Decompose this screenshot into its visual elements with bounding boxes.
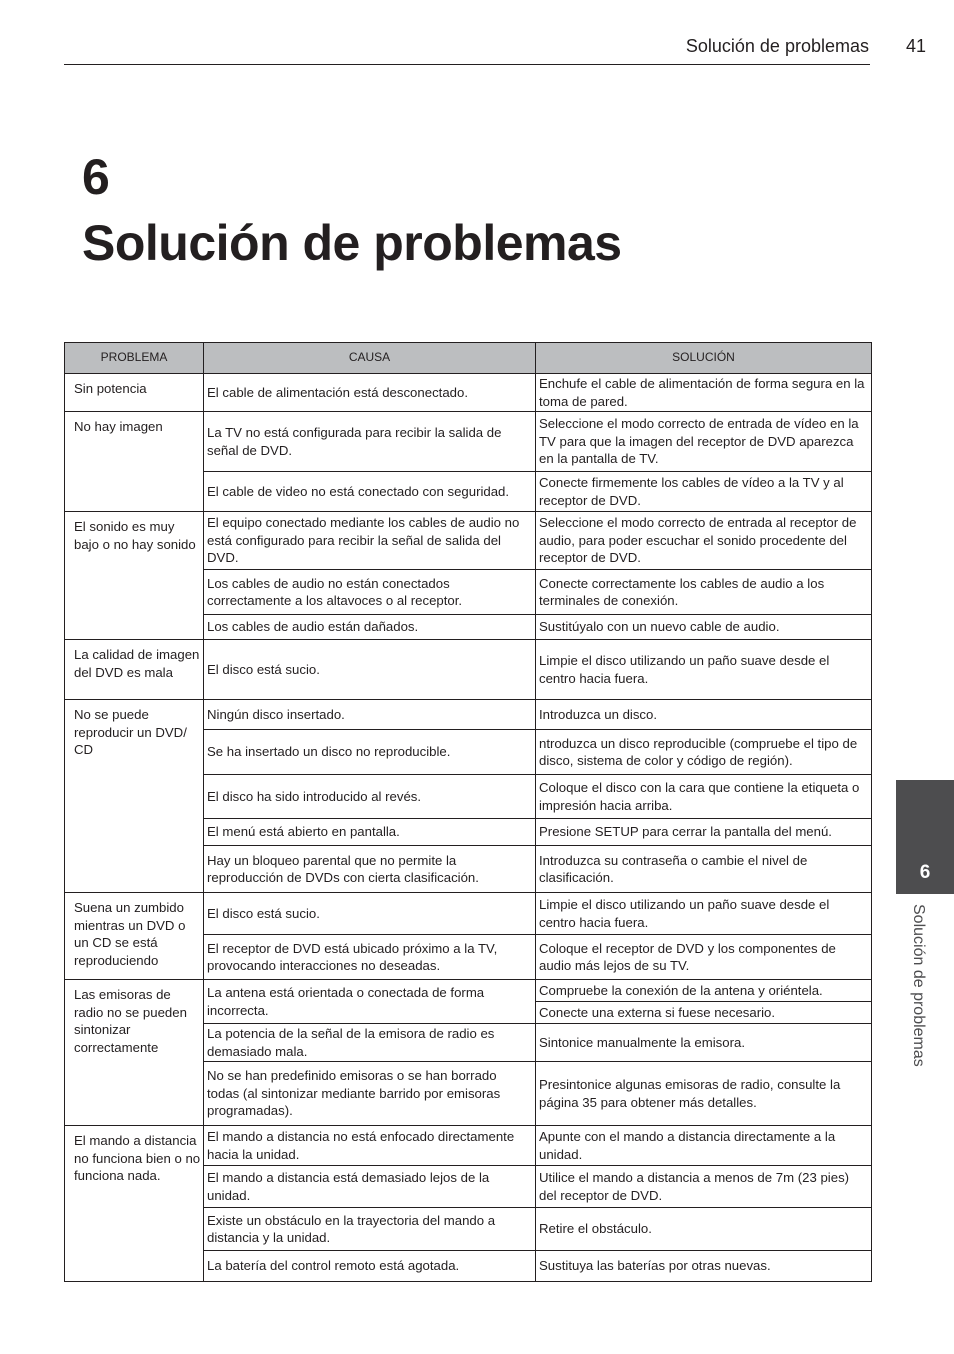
solution-cell: Coloque el disco con la cara que contiene la etiqueta o impresión hacia arriba. [536, 775, 872, 819]
solution-cell: Utilice el mando a distancia a menos de 7m (23 pies) del receptor de DVD. [536, 1166, 872, 1208]
cause-cell: El disco está sucio. [204, 893, 536, 935]
cause-cell: Hay un bloqueo parental que no permite la reproducción de DVDs con cierta clasificación. [204, 846, 536, 893]
table-row [65, 412, 872, 472]
solution-cell: Coloque el receptor de DVD y los componentes de audio más lejos de su TV. [536, 935, 872, 980]
table-row [65, 512, 872, 570]
table-row [65, 893, 872, 935]
solution-cell: ntroduzca un disco reproducible (compruebe el tipo de disco, sistema de color y código de región). [536, 730, 872, 775]
side-tab-label: Solución de problemas [910, 904, 927, 1067]
problem-cell: No se puede reproducir un DVD/ CD [65, 700, 204, 893]
chapter-title: Solución de problemas [82, 215, 622, 271]
cause-cell: El menú está abierto en pantalla. [204, 819, 536, 846]
solution-cell: Presintonice algunas emisoras de radio, consulte la página 35 para obtener más detalles. [536, 1062, 872, 1126]
cause-cell: La antena está orientada o conectada de forma incorrecta. [204, 980, 536, 1024]
solution-cell: Compruebe la conexión de la antena y oriéntela. [536, 980, 872, 1002]
solution-cell: Presione SETUP para cerrar la pantalla del menú. [536, 819, 872, 846]
cause-cell: El cable de alimentación está desconectado. [204, 374, 536, 412]
problem-cell: Suena un zumbido mientras un DVD o un CD se está reproduciendo [65, 893, 204, 980]
solution-cell: Introduzca su contraseña o cambie el nivel de clasificación. [536, 846, 872, 893]
cause-cell: El cable de video no está conectado con seguridad. [204, 472, 536, 512]
cause-cell: Se ha insertado un disco no reproducible. [204, 730, 536, 775]
solution-cell: Introduzca un disco. [536, 700, 872, 730]
table-row [65, 700, 872, 730]
solution-cell: Seleccione el modo correcto de entrada al receptor de audio, para poder escuchar el sonido procedente del receptor de DVD. [536, 512, 872, 570]
problem-cell: Sin potencia [65, 374, 204, 412]
running-header-title: Solución de problemas [685, 36, 869, 56]
solution-cell: Limpie el disco utilizando un paño suave desde el centro hacia fuera. [536, 640, 872, 700]
cause-cell: El disco está sucio. [204, 640, 536, 700]
cause-cell: Ningún disco insertado. [204, 700, 536, 730]
solution-cell: Apunte con el mando a distancia directamente a la unidad. [536, 1126, 872, 1166]
side-tab-number: 6 [919, 862, 931, 883]
cause-cell: La batería del control remoto está agotada. [204, 1251, 536, 1282]
problem-cell: Las emisoras de radio no se pueden sintonizar correctamente [65, 980, 204, 1126]
cause-cell: El disco ha sido introducido al revés. [204, 775, 536, 819]
cause-cell: El equipo conectado mediante los cables de audio no está configurado para recibir la señal de salida del DVD. [204, 512, 536, 570]
solution-cell: Seleccione el modo correcto de entrada de vídeo en la TV para que la imagen del receptor de DVD aparezca en la pantalla de TV. [536, 412, 872, 472]
problem-cell: El mando a distancia no funciona bien o no funciona nada. [65, 1126, 204, 1282]
solution-cell: Sustitúyalo con un nuevo cable de audio. [536, 615, 872, 640]
cause-cell: El receptor de DVD está ubicado próximo a la TV, provocando interacciones no deseadas. [204, 935, 536, 980]
troubleshooting-table [64, 342, 872, 1282]
chapter-number: 6 [82, 149, 110, 205]
solution-cell: Conecte firmemente los cables de vídeo a la TV y al receptor de DVD. [536, 472, 872, 512]
solution-cell: Conecte una externa si fuese necesario. [536, 1002, 872, 1024]
solution-cell: Limpie el disco utilizando un paño suave desde el centro hacia fuera. [536, 893, 872, 935]
cause-cell: Existe un obstáculo en la trayectoria del mando a distancia y la unidad. [204, 1208, 536, 1251]
table-row [65, 1126, 872, 1166]
problem-cell: El sonido es muy bajo o no hay sonido [65, 512, 204, 640]
cause-cell: La potencia de la señal de la emisora de radio es demasiado mala. [204, 1024, 536, 1062]
cause-cell: El mando a distancia está demasiado lejos de la unidad. [204, 1166, 536, 1208]
table-row [65, 640, 872, 700]
column-header-problem: PROBLEMA [65, 343, 204, 374]
table-header-row [65, 343, 872, 374]
page-number: 41 [906, 36, 927, 56]
cause-cell: La TV no está configurada para recibir la salida de señal de DVD. [204, 412, 536, 472]
solution-cell: Conecte correctamente los cables de audio a los terminales de conexión. [536, 570, 872, 615]
solution-cell: Retire el obstáculo. [536, 1208, 872, 1251]
cause-cell: No se han predefinido emisoras o se han borrado todas (al sintonizar mediante barrido por emisoras programadas). [204, 1062, 536, 1126]
cause-cell: Los cables de audio están dañados. [204, 615, 536, 640]
cause-cell: Los cables de audio no están conectados correctamente a los altavoces o al receptor. [204, 570, 536, 615]
table-row [65, 980, 872, 1002]
solution-cell: Sustituya las baterías por otras nuevas. [536, 1251, 872, 1282]
cause-cell: El mando a distancia no está enfocado directamente hacia la unidad. [204, 1126, 536, 1166]
header-rule [64, 64, 870, 65]
problem-cell: No hay imagen [65, 412, 204, 512]
table-row [65, 374, 872, 412]
table-body [65, 374, 872, 1282]
column-header-cause: CAUSA [204, 343, 536, 374]
solution-cell: Sintonice manualmente la emisora. [536, 1024, 872, 1062]
solution-cell: Enchufe el cable de alimentación de forma segura en la toma de pared. [536, 374, 872, 412]
column-header-solution: SOLUCIÓN [536, 343, 872, 374]
problem-cell: La calidad de imagen del DVD es mala [65, 640, 204, 700]
